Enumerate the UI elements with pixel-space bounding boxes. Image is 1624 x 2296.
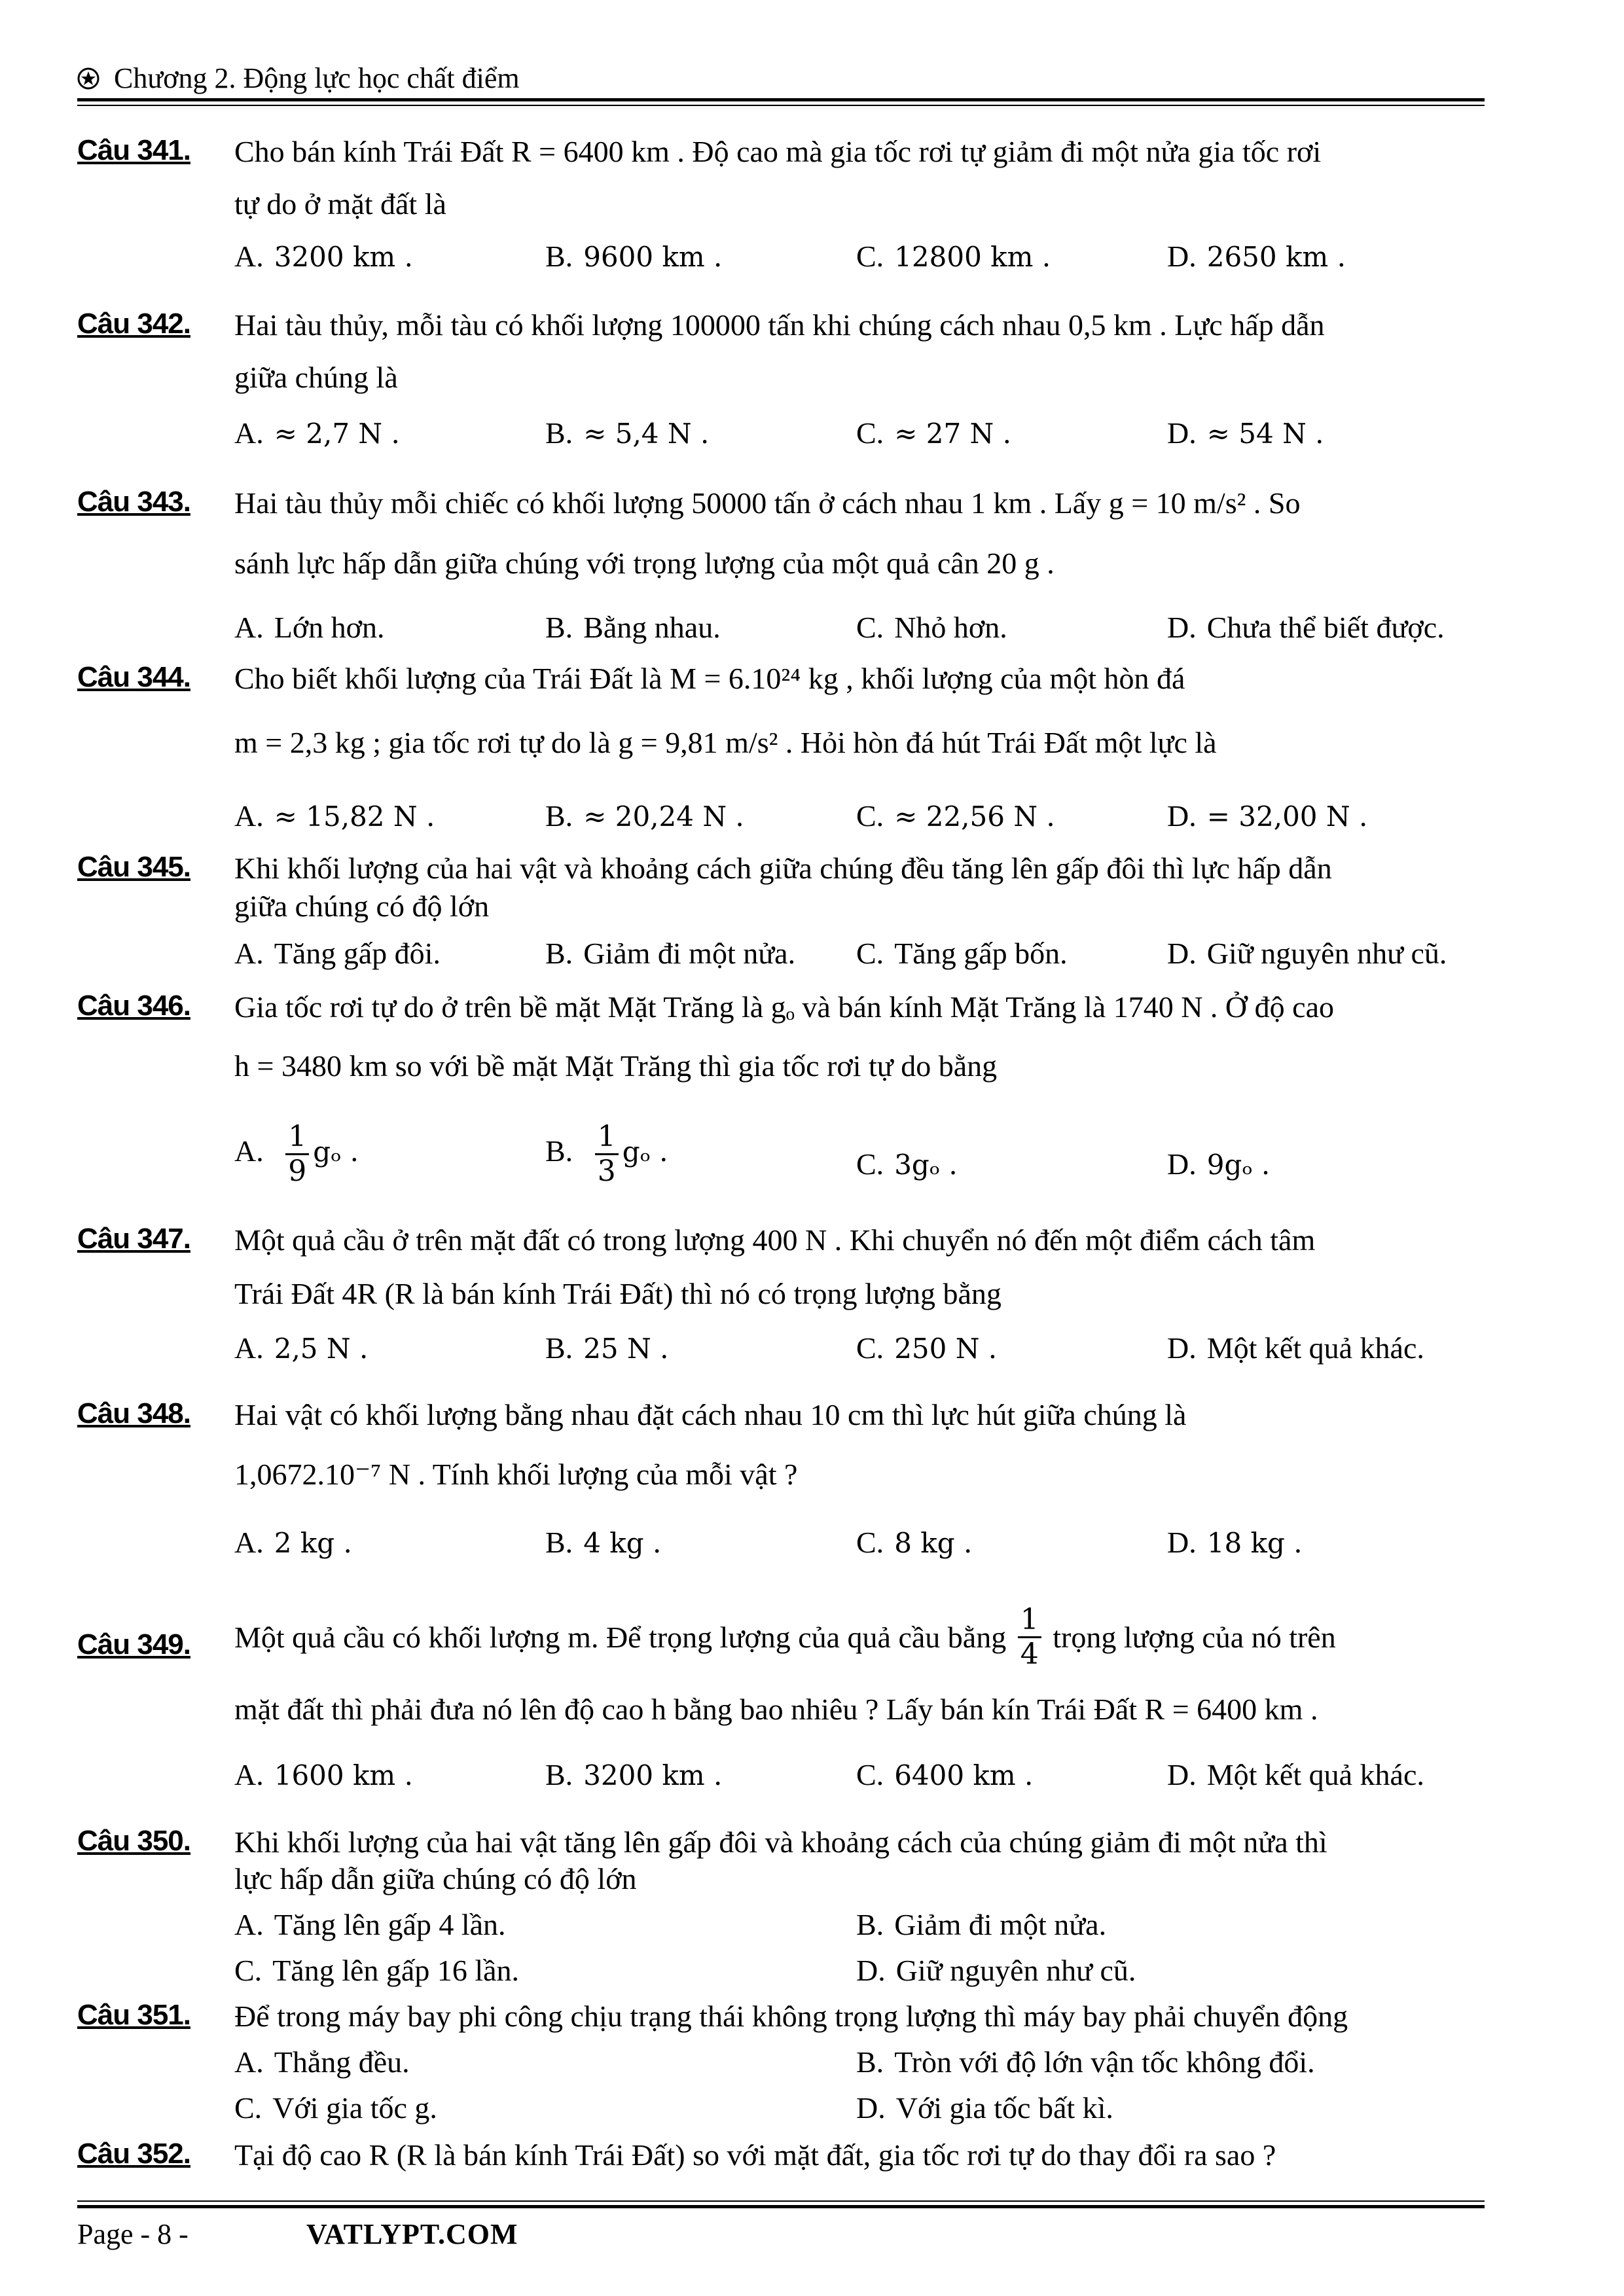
- question-text-line: Khi khối lượng của hai vật tăng lên gấp đôi và khoảng cách của chúng giảm đi một nửa thì: [234, 1825, 1327, 1859]
- option-c[interactable]: C. 6400 km .: [856, 1758, 1034, 1791]
- question-350: [77, 1825, 1485, 1995]
- question-text-line: lực hấp dẫn giữa chúng có độ lớn: [234, 1862, 637, 1895]
- option-a[interactable]: A. Tăng lên gấp 4 lần.: [234, 1908, 506, 1941]
- question-label: Câu 349.: [77, 1628, 190, 1660]
- option-b[interactable]: B. $\frac{1}{3}$ gₒ .: [545, 1120, 668, 1188]
- question-text-line: Tại độ cao R (R là bán kính Trái Đất) so với mặt đất, gia tốc rơi tự do thay đổi ra sao ?: [234, 2138, 1276, 2172]
- option-b[interactable]: B. 25 N .: [545, 1331, 669, 1365]
- option-c[interactable]: C. Tăng lên gấp 16 lần.: [234, 1954, 520, 1987]
- option-d[interactable]: D. Chưa thể biết được.: [1167, 611, 1445, 644]
- question-label: Câu 341.: [77, 134, 190, 166]
- question-label: Câu 347.: [77, 1223, 190, 1255]
- option-b[interactable]: B. ≈ 20,24 N .: [545, 799, 744, 833]
- question-352: [77, 2138, 1485, 2183]
- fraction: $\frac{1}{9}$: [285, 1121, 309, 1188]
- option-b[interactable]: B. Tròn với độ lớn vận tốc không đổi.: [856, 2045, 1315, 2079]
- site-name[interactable]: VATLYPT.COM: [306, 2218, 518, 2250]
- question-351: [77, 1999, 1485, 2143]
- fraction: $\frac{1}{4}$: [1018, 1604, 1041, 1671]
- option-c[interactable]: C. 8 kg .: [856, 1526, 973, 1559]
- question-text-line: Cho bán kính Trái Đất R = 6400 km . Độ cao mà gia tốc rơi tự giảm đi một nửa gia tốc rơi: [234, 135, 1322, 168]
- question-text-line: h = 3480 km so với bề mặt Mặt Trăng thì gia tốc rơi tự do bằng: [234, 1049, 998, 1083]
- fraction: $\frac{1}{3}$: [595, 1121, 619, 1188]
- question-341: [77, 134, 1485, 285]
- question-text-line: Để trong máy bay phi công chịu trạng thái không trọng lượng thì máy bay phải chuyển động: [234, 2000, 1348, 2033]
- question-343: [77, 486, 1485, 649]
- header-rule-thin: [77, 105, 1485, 106]
- question-344: [77, 661, 1485, 838]
- option-c[interactable]: C. 12800 km .: [856, 240, 1051, 273]
- page-header: [77, 60, 1485, 97]
- option-c[interactable]: C. 3gₒ .: [856, 1147, 958, 1181]
- option-b[interactable]: B. 9600 km .: [545, 240, 723, 273]
- question-text-line: Hai tàu thủy mỗi chiếc có khối lượng 50000 tấn ở cách nhau 1 km . Lấy g = 10 m/s² . So: [234, 486, 1301, 520]
- page-number: Page - 8 -: [77, 2218, 189, 2250]
- option-d[interactable]: D. Một kết quả khác.: [1167, 1331, 1424, 1365]
- option-a[interactable]: A. 1600 km .: [234, 1758, 413, 1791]
- question-label: Câu 344.: [77, 661, 190, 693]
- question-text-line: giữa chúng có độ lớn: [234, 889, 490, 923]
- star-circle-icon: [77, 67, 99, 90]
- option-a[interactable]: A. Tăng gấp đôi.: [234, 937, 441, 970]
- question-text-line: sánh lực hấp dẫn giữa chúng với trọng lượng của một quả cân 20 g .: [234, 547, 1055, 580]
- option-d[interactable]: D. Giữ nguyên như cũ.: [1167, 937, 1447, 970]
- option-a[interactable]: A. Lớn hơn.: [234, 611, 385, 644]
- option-d[interactable]: D. Một kết quả khác.: [1167, 1758, 1424, 1791]
- question-349: [77, 1597, 1485, 1813]
- option-d[interactable]: D. Với gia tốc bất kì.: [856, 2091, 1113, 2125]
- option-c[interactable]: C. Với gia tốc g.: [234, 2091, 437, 2125]
- question-label: Câu 351.: [77, 1999, 190, 2031]
- question-text-line: 1,0672.10⁻⁷ N . Tính khối lượng của mỗi vật ?: [234, 1458, 798, 1491]
- question-label: Câu 346.: [77, 990, 190, 1022]
- option-c[interactable]: C. Tăng gấp bốn.: [856, 937, 1068, 970]
- footer-rule-thin: [77, 2200, 1485, 2202]
- question-text-line: mặt đất thì phải đưa nó lên độ cao h bằng bao nhiêu ? Lấy bán kín Trái Đất R = 6400 km .: [234, 1693, 1318, 1726]
- question-label: Câu 352.: [77, 2138, 190, 2170]
- question-346: [77, 990, 1485, 1193]
- question-text-line: m = 2,3 kg ; gia tốc rơi tự do là g = 9,81 m/s² . Hỏi hòn đá hút Trái Đất một lực là: [234, 726, 1217, 759]
- question-text-line: Hai tàu thủy, mỗi tàu có khối lượng 100000 tấn khi chúng cách nhau 0,5 km . Lực hấp dẫn: [234, 308, 1325, 342]
- question-text-line: Cho biết khối lượng của Trái Đất là M = 6.10²⁴ kg , khối lượng của một hòn đá: [234, 662, 1185, 695]
- question-label: Câu 348.: [77, 1397, 190, 1429]
- question-348: [77, 1397, 1485, 1568]
- option-a[interactable]: A. 2,5 N .: [234, 1331, 369, 1365]
- option-b[interactable]: B. Bằng nhau.: [545, 611, 721, 644]
- question-347: [77, 1223, 1485, 1373]
- option-a[interactable]: A. 2 kg .: [234, 1526, 352, 1559]
- option-d[interactable]: D. 2650 km .: [1167, 240, 1346, 273]
- option-a[interactable]: A. ≈ 2,7 N .: [234, 416, 400, 450]
- chapter-title: Chương 2. Động lực học chất điểm: [114, 62, 520, 94]
- option-d[interactable]: D. Giữ nguyên như cũ.: [856, 1954, 1136, 1987]
- option-c[interactable]: C. ≈ 27 N .: [856, 416, 1011, 450]
- question-text-line: Trái Đất 4R (R là bán kính Trái Đất) thì nó có trọng lượng bằng: [234, 1277, 1001, 1310]
- header-rule: [77, 98, 1485, 101]
- question-text-line: Một quả cầu có khối lượng m. Để trọng lượng của quả cầu bằng $\frac{1}{4}$ trọng lượng của nó trên: [234, 1603, 1336, 1671]
- option-a[interactable]: A. 3200 km .: [234, 240, 413, 273]
- option-d[interactable]: D. 9gₒ .: [1167, 1147, 1271, 1181]
- option-d[interactable]: D. 18 kg .: [1167, 1526, 1303, 1559]
- option-b[interactable]: B. 3200 km .: [545, 1758, 723, 1791]
- option-b[interactable]: B. 4 kg .: [545, 1526, 662, 1559]
- option-b[interactable]: B. Giảm đi một nửa.: [545, 937, 796, 970]
- question-label: Câu 342.: [77, 308, 190, 340]
- option-a[interactable]: A. ≈ 15,82 N .: [234, 799, 435, 833]
- footer-rule: [77, 2205, 1485, 2208]
- option-b[interactable]: B. ≈ 5,4 N .: [545, 416, 710, 450]
- question-342: [77, 308, 1485, 458]
- question-text-line: tự do ở mặt đất là: [234, 187, 446, 221]
- question-label: Câu 345.: [77, 851, 190, 883]
- option-d[interactable]: D. = 32,00 N .: [1167, 799, 1368, 833]
- question-text-line: Một quả cầu ở trên mặt đất có trong lượng 400 N . Khi chuyển nó đến một điểm cách tâm: [234, 1223, 1316, 1257]
- option-c[interactable]: C. ≈ 22,56 N .: [856, 799, 1055, 833]
- option-b[interactable]: B. Giảm đi một nửa.: [856, 1908, 1107, 1941]
- question-text-line: Gia tốc rơi tự do ở trên bề mặt Mặt Trăng là gₒ và bán kính Mặt Trăng là 1740 N . Ở độ cao: [234, 990, 1334, 1024]
- question-text-line: Hai vật có khối lượng bằng nhau đặt cách nhau 10 cm thì lực hút giữa chúng là: [234, 1398, 1187, 1431]
- question-345: [77, 851, 1485, 982]
- question-label: Câu 350.: [77, 1825, 190, 1857]
- question-text-line: Khi khối lượng của hai vật và khoảng cách giữa chúng đều tăng lên gấp đôi thì lực hấp dẫn: [234, 852, 1332, 885]
- option-d[interactable]: D. ≈ 54 N .: [1167, 416, 1324, 450]
- option-c[interactable]: C. Nhỏ hơn.: [856, 611, 1007, 644]
- option-a[interactable]: A. Thẳng đều.: [234, 2045, 410, 2079]
- option-a[interactable]: A. $\frac{1}{9}$ gₒ .: [234, 1120, 359, 1188]
- question-label: Câu 343.: [77, 486, 190, 518]
- option-c[interactable]: C. 250 N .: [856, 1331, 998, 1365]
- question-text-line: giữa chúng là: [234, 361, 398, 394]
